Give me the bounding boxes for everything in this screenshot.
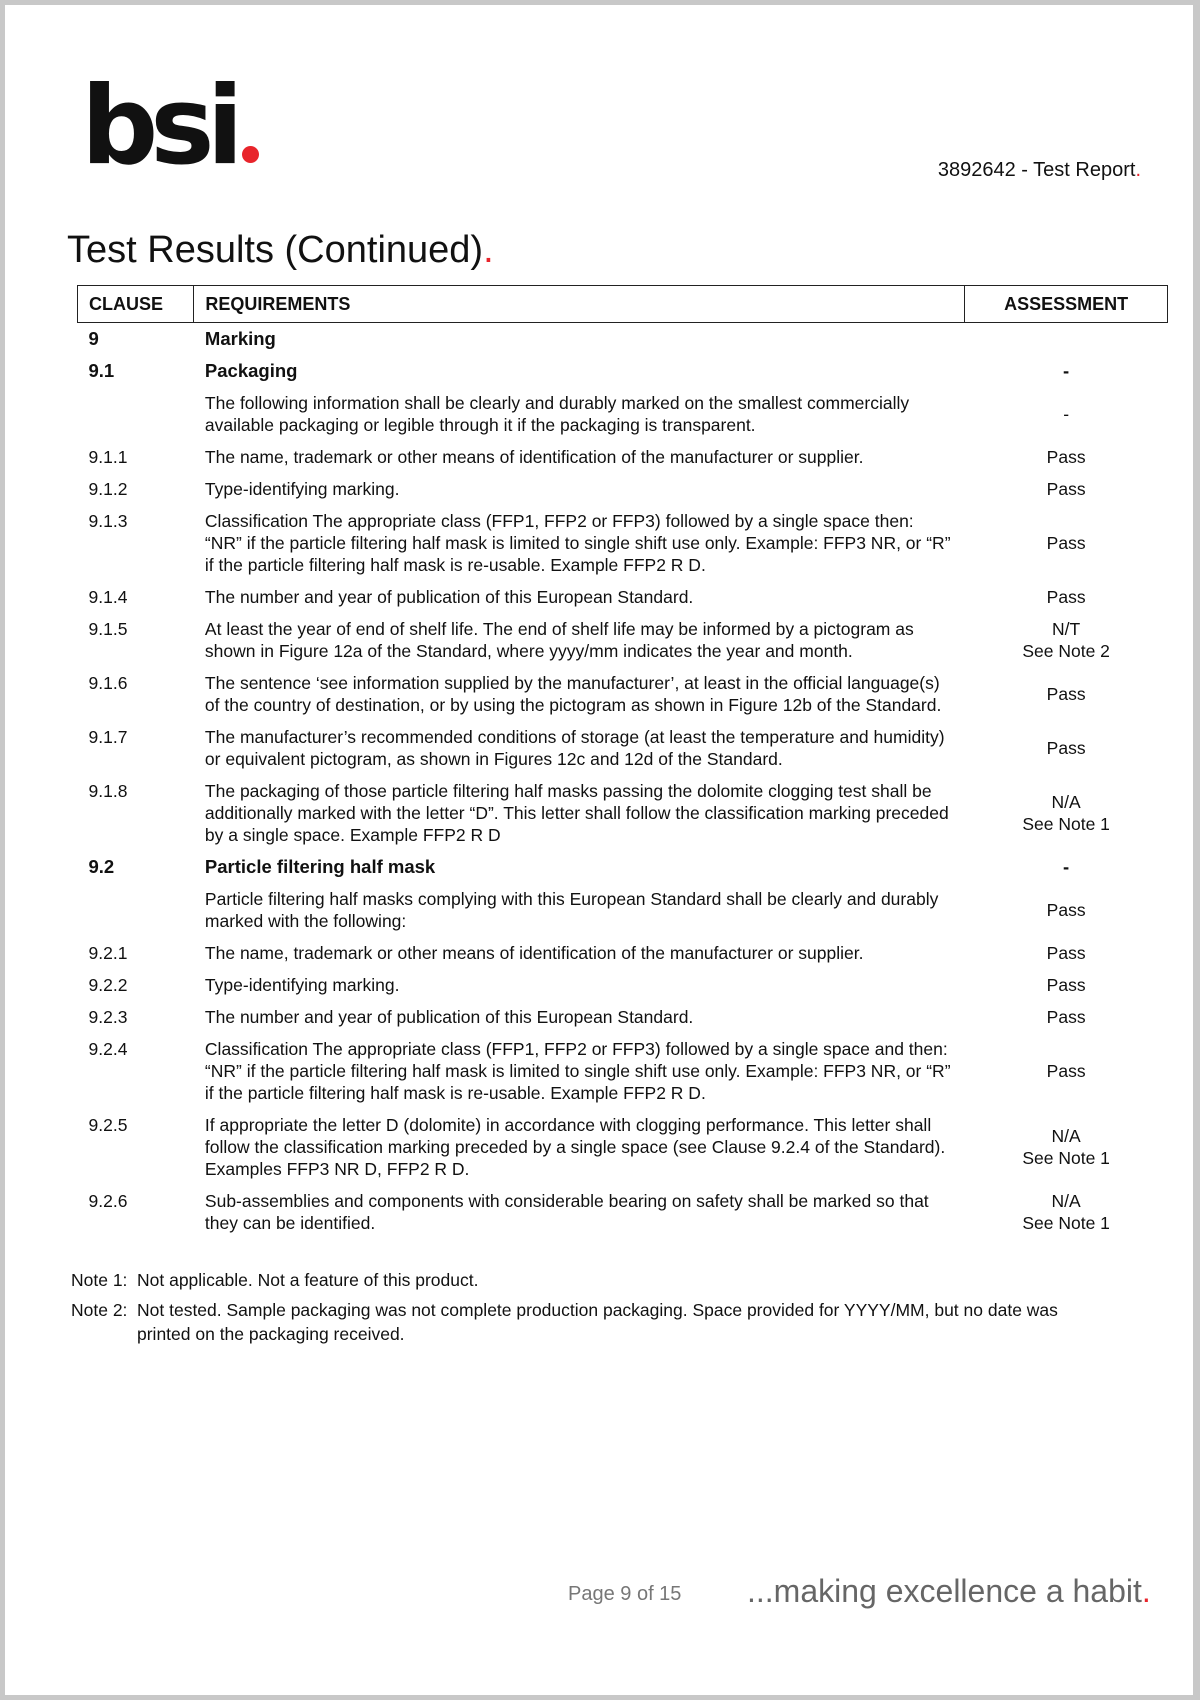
clause-cell: 9.1 <box>88 360 115 381</box>
page-title <box>67 229 494 272</box>
note-label: Note 1: <box>71 1270 128 1290</box>
requirement-cell: Packaging <box>204 360 298 381</box>
clause-cell: 9.1.7 <box>88 727 128 747</box>
clause-cell: 9.2.3 <box>88 1007 128 1027</box>
clause-cell: 9.2.2 <box>88 975 128 995</box>
assessment-line: Pass <box>1046 1007 1086 1027</box>
document-page <box>5 5 1193 1695</box>
table-row <box>78 505 1168 581</box>
table-header-row <box>78 286 1168 323</box>
report-id-dot: . <box>1135 159 1141 181</box>
requirement-cell: Particle filtering half masks complying with this European Standard shall be clearly and durably marked with the following: <box>204 889 939 931</box>
assessment-cell <box>965 505 1168 581</box>
requirement-cell: Classification The appropriate class (FFP1, FFP2 or FFP3) followed by a single space then: “NR” if the particle filtering half mask is limited to single shift use only. Example: FFP3 NR, or “R” if the particle filtering half mask is re-usable. Example FFP2 R D. <box>204 511 951 575</box>
clause-cell: 9.1.2 <box>88 479 128 499</box>
requirement-cell: Type-identifying marking. <box>204 479 400 499</box>
note-2 <box>71 1298 1111 1346</box>
assessment-cell <box>965 1185 1168 1239</box>
table-row <box>78 473 1168 505</box>
report-id-text: 3892642 - Test Report <box>937 159 1136 181</box>
table-row <box>78 355 1168 387</box>
assessment-cell <box>965 721 1168 775</box>
table-row <box>78 937 1168 969</box>
assessment-line: Pass <box>1046 533 1086 553</box>
assessment-cell <box>965 969 1168 1001</box>
bsi-logo <box>81 64 259 189</box>
assessment-line: Pass <box>1046 943 1086 963</box>
table-row <box>78 1185 1168 1239</box>
assessment-line: N/T <box>1052 619 1081 639</box>
requirement-cell: The number and year of publication of this European Standard. <box>204 1007 694 1027</box>
assessment-line: - <box>1063 404 1070 424</box>
clause-cell: 9.1.5 <box>88 619 128 639</box>
clause-cell: 9.2.5 <box>88 1115 128 1135</box>
assessment-cell <box>965 355 1168 387</box>
requirement-cell: Type-identifying marking. <box>204 975 400 995</box>
footer-tagline-dot: . <box>1141 1573 1151 1609</box>
assessment-cell <box>965 667 1168 721</box>
assessment-line: - <box>1063 856 1070 877</box>
requirement-cell: Particle filtering half mask <box>204 856 436 877</box>
requirement-cell: At least the year of end of shelf life. The end of shelf life may be informed by a pictogram as shown in Figure 12a of the Standard, where yyyy/mm indicates the year and month. <box>204 619 914 661</box>
assessment-line: - <box>1063 360 1070 381</box>
assessment-line: Pass <box>1046 447 1086 467</box>
table-row <box>78 667 1168 721</box>
clause-cell: 9.1.6 <box>88 673 128 693</box>
header-requirements: REQUIREMENTS <box>194 286 965 323</box>
requirement-cell: The manufacturer’s recommended conditions of storage (at least the temperature and humidity) or equivalent pictogram, as shown in Figures 12c and 12d of the Standard. <box>204 727 945 769</box>
assessment-cell <box>965 473 1168 505</box>
assessment-cell <box>965 851 1168 883</box>
assessment-line: Pass <box>1046 738 1086 758</box>
clause-cell: 9 <box>88 328 99 349</box>
clause-cell: 9.2.6 <box>88 1191 128 1211</box>
assessment-cell <box>965 441 1168 473</box>
assessment-line: Pass <box>1046 900 1086 920</box>
table-row <box>78 1001 1168 1033</box>
report-id <box>938 159 1141 182</box>
assessment-line: Pass <box>1046 587 1086 607</box>
assessment-line: See Note 1 <box>1022 1148 1110 1168</box>
footer-tagline-text: ...making excellence a habit <box>747 1573 1142 1609</box>
assessment-cell <box>965 613 1168 667</box>
assessment-cell <box>965 1033 1168 1109</box>
results-table <box>77 285 1168 1239</box>
requirement-cell: Marking <box>204 328 276 349</box>
table-row <box>78 721 1168 775</box>
clause-cell <box>78 883 194 937</box>
assessment-cell <box>965 323 1168 356</box>
assessment-line: N/A <box>1051 792 1081 812</box>
table-row <box>78 387 1168 441</box>
assessment-line: N/A <box>1051 1126 1081 1146</box>
notes <box>71 1268 1111 1352</box>
clause-cell <box>78 387 194 441</box>
requirement-cell: The number and year of publication of this European Standard. <box>204 587 694 607</box>
requirement-cell: If appropriate the letter D (dolomite) in accordance with clogging performance. This letter shall follow the classification marking preceded by a single space (see Clause 9.2.4 of the Standard). Examples FFP3 NR D, FFP2 R D. <box>204 1115 946 1179</box>
table-row <box>78 323 1168 356</box>
assessment-cell <box>965 387 1168 441</box>
assessment-line: Pass <box>1046 975 1086 995</box>
clause-cell: 9.1.1 <box>88 447 128 467</box>
assessment-line: See Note 1 <box>1022 1213 1110 1233</box>
header-clause: CLAUSE <box>78 286 194 323</box>
requirement-cell: The name, trademark or other means of identification of the manufacturer or supplier. <box>204 943 864 963</box>
table-row <box>78 613 1168 667</box>
assessment-line: See Note 1 <box>1022 814 1110 834</box>
table-row <box>78 775 1168 851</box>
requirement-cell: The sentence ‘see information supplied by the manufacturer’, at least in the official language(s) of the country of destination, or by using the pictogram as shown in Figure 12b of the Standard. <box>204 673 942 715</box>
assessment-cell <box>965 883 1168 937</box>
table-row <box>78 851 1168 883</box>
clause-cell: 9.1.3 <box>88 511 128 531</box>
clause-cell: 9.2.4 <box>88 1039 128 1059</box>
clause-cell: 9.2.1 <box>88 943 128 963</box>
footer-tagline <box>747 1573 1151 1610</box>
requirement-cell: The following information shall be clearly and durably marked on the smallest commercially available packaging or legible through it if the packaging is transparent. <box>204 393 910 435</box>
table-row <box>78 1109 1168 1185</box>
requirement-cell: The name, trademark or other means of identification of the manufacturer or supplier. <box>204 447 864 467</box>
page-title-text: Test Results (Continued) <box>67 229 484 271</box>
assessment-cell <box>965 775 1168 851</box>
clause-cell: 9.1.8 <box>88 781 128 801</box>
clause-cell: 9.1.4 <box>88 587 128 607</box>
note-text: Not tested. Sample packaging was not complete production packaging. Space provided for YYYY/MM, but no date was printed on the packaging received. <box>137 1300 1058 1344</box>
results-body <box>78 323 1168 1240</box>
requirement-cell: Classification The appropriate class (FFP1, FFP2 or FFP3) followed by a single space and then: “NR” if the particle filtering half mask is limited to single shift use only. Example: FFP3 NR, or “R” if the particle filtering half mask is re-usable. Example FFP2 R D. <box>204 1039 951 1103</box>
note-text: Not applicable. Not a feature of this product. <box>137 1270 479 1290</box>
assessment-cell <box>965 581 1168 613</box>
table-row <box>78 1033 1168 1109</box>
assessment-line: N/A <box>1051 1191 1081 1211</box>
table-row <box>78 581 1168 613</box>
header-assessment: ASSESSMENT <box>965 286 1168 323</box>
table-row <box>78 441 1168 473</box>
requirement-cell: Sub-assemblies and components with considerable bearing on safety shall be marked so that they can be identified. <box>204 1191 929 1233</box>
note-label: Note 2: <box>71 1300 128 1320</box>
assessment-line: Pass <box>1046 479 1086 499</box>
page-title-dot: . <box>483 229 494 271</box>
note-1 <box>71 1268 1111 1292</box>
assessment-cell <box>965 1109 1168 1185</box>
table-row <box>78 883 1168 937</box>
assessment-line: Pass <box>1046 684 1086 704</box>
table-row <box>78 969 1168 1001</box>
assessment-cell <box>965 1001 1168 1033</box>
assessment-line: Pass <box>1046 1061 1086 1081</box>
logo-dot <box>242 146 259 163</box>
clause-cell: 9.2 <box>88 856 115 877</box>
logo-text: bsi <box>81 64 236 189</box>
page-number: Page 9 of 15 <box>568 1583 682 1605</box>
assessment-line: See Note 2 <box>1022 641 1110 661</box>
requirement-cell: The packaging of those particle filtering half masks passing the dolomite clogging test shall be additionally marked with the letter “D”. This letter shall follow the classification marking preceded by a single space. Example FFP2 R D <box>204 781 949 845</box>
assessment-cell <box>965 937 1168 969</box>
